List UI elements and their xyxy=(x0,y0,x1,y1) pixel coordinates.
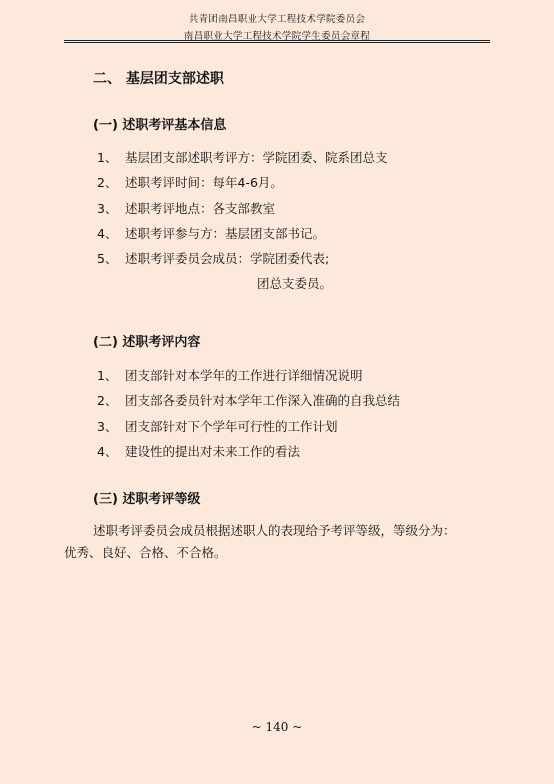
item-number: 1、 xyxy=(97,368,118,383)
page-number: ~ 140 ~ xyxy=(251,720,303,734)
list-item xyxy=(97,224,325,242)
item-text: 述职考评参与方：基层团支部书记。 xyxy=(125,226,326,241)
paragraph-line: 优秀、良好、合格、不合格。 xyxy=(64,545,227,560)
item-text: 基层团支部述职考评方：学院团委、院系团总支 xyxy=(125,150,388,165)
list-item xyxy=(97,366,363,384)
item-text: 述职考评地点：各支部教室 xyxy=(125,201,276,216)
item-number: 2、 xyxy=(97,175,118,190)
subsection-grades-title: (三) 述职考评等级 xyxy=(93,492,201,507)
list-item xyxy=(97,173,283,191)
item-number: 4、 xyxy=(97,444,118,459)
item-text: 团支部各委员针对本学年工作深入准确的自我总结 xyxy=(125,393,401,408)
list-item xyxy=(97,199,275,217)
header-document-title: 南昌职业大学工程技术学院学生委员会章程 xyxy=(183,31,371,42)
item-number: 3、 xyxy=(97,419,118,434)
item-text: 团支部针对本学年的工作进行详细情况说明 xyxy=(125,368,363,383)
section-title: 二、 基层团支部述职 xyxy=(93,71,224,87)
item-number: 2、 xyxy=(97,393,118,408)
header-organization: 共青团南昌职业大学工程技术学院委员会 xyxy=(188,14,366,25)
list-item xyxy=(97,148,388,166)
header-rule-thin xyxy=(64,40,490,41)
item-number: 4、 xyxy=(97,226,118,241)
list-item xyxy=(97,417,338,435)
item-number: 1、 xyxy=(97,150,118,165)
item-number: 5、 xyxy=(97,251,118,266)
subsection-content-title: (二) 述职考评内容 xyxy=(93,335,201,350)
subsection-basic-info-title: (一) 述职考评基本信息 xyxy=(93,118,227,133)
list-item xyxy=(97,249,329,267)
list-item-continuation: 团总支委员。 xyxy=(257,276,333,291)
list-item xyxy=(97,391,400,409)
item-text: 建设性的提出对未来工作的看法 xyxy=(125,444,301,459)
item-text: 团支部针对下个学年可行性的工作计划 xyxy=(125,419,338,434)
header-rule-thick xyxy=(64,42,490,43)
item-number: 3、 xyxy=(97,201,118,216)
list-item xyxy=(97,442,300,460)
item-text: 述职考评时间：每年4-6月。 xyxy=(125,175,283,190)
item-text: 述职考评委员会成员：学院团委代表; xyxy=(125,251,330,266)
paragraph-line: 述职考评委员会成员根据述职人的表现给予考评等级，等级分为： xyxy=(93,523,456,538)
